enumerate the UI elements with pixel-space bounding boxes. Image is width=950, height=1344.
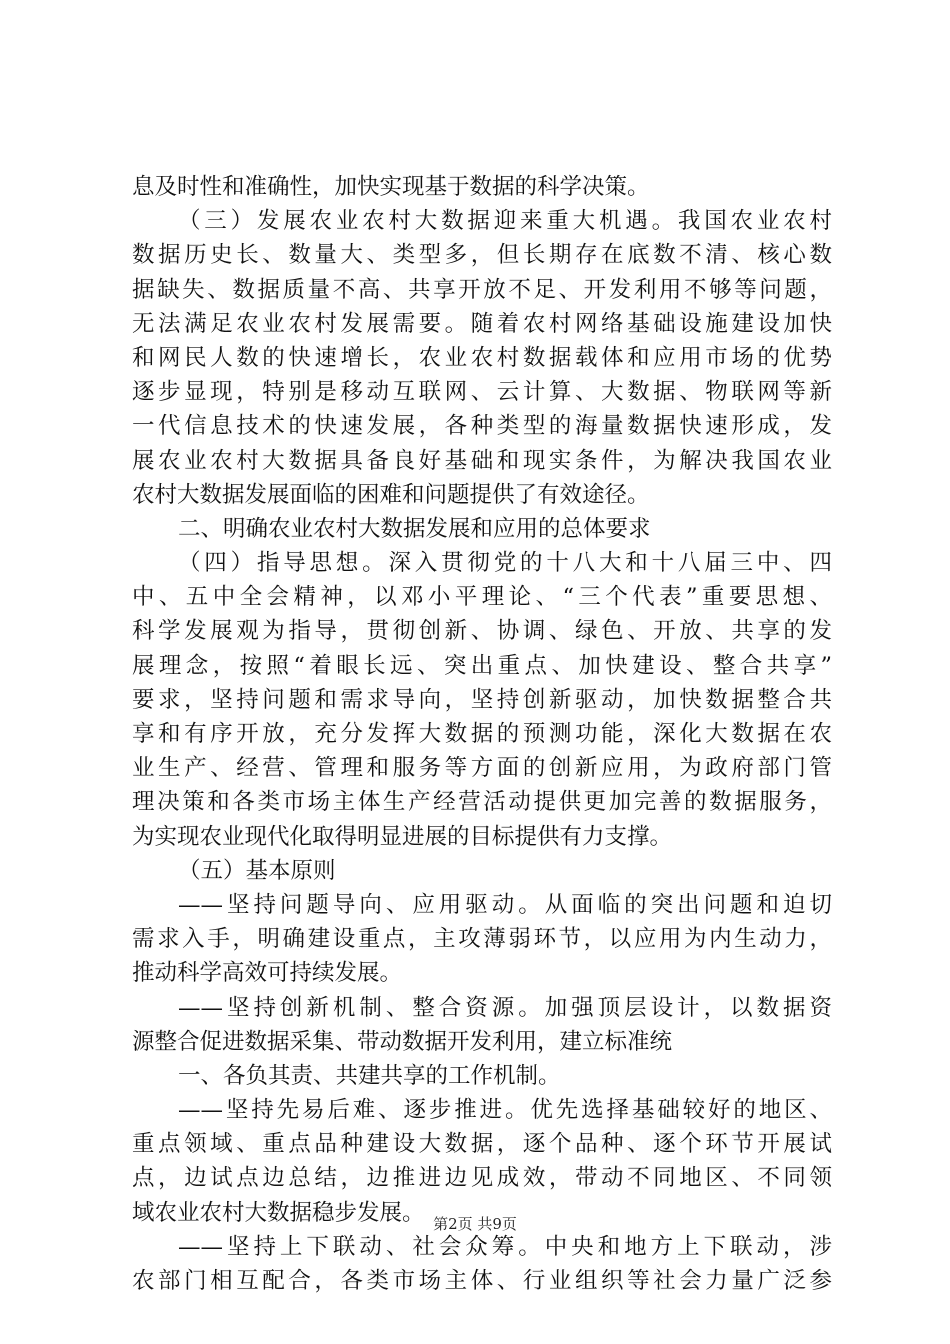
text-line: 一代信息技术的快速发展，各种类型的海量数据快速形成，发: [132, 413, 832, 440]
text-line: 重点领域、重点品种建设大数据，逐个品种、逐个环节开展试: [132, 1131, 832, 1158]
section-heading: 二、明确农业农村大数据发展和应用的总体要求: [178, 515, 651, 542]
text-line: 点，边试点边总结，边推进边见成效，带动不同地区、不同领: [132, 1165, 832, 1192]
text-line: 中、五中全会精神，以邓小平理论、“三个代表”重要思想、: [132, 584, 832, 611]
text-line: 推动科学高效可持续发展。: [132, 960, 403, 987]
text-line: ——坚持问题导向、应用驱动。从面临的突出问题和迫切: [178, 891, 832, 918]
page-number: 第2页 共9页: [433, 1215, 517, 1233]
text-line: 业生产、经营、管理和服务等方面的创新应用，为政府部门管: [132, 755, 832, 782]
document-body: [132, 170, 832, 1298]
text-line: 息及时性和准确性，加快实现基于数据的科学决策。: [132, 174, 650, 200]
subsection-heading: （五）基本原则: [178, 857, 336, 884]
text-line: 理决策和各类市场主体生产经营活动提供更加完善的数据服务，: [132, 789, 832, 816]
text-line: 需求入手，明确建设重点，主攻薄弱环节，以应用为内生动力，: [132, 926, 832, 953]
text-line: 一、各负其责、共建共享的工作机制。: [178, 1062, 561, 1089]
text-line: 农村大数据发展面临的困难和问题提供了有效途径。: [132, 481, 650, 508]
text-line: 源整合促进数据采集、带动数据开发利用，建立标准统: [132, 1028, 673, 1055]
text-line: 域农业农村大数据稳步发展。: [132, 1199, 425, 1226]
text-line: 无法满足农业农村发展需要。随着农村网络基础设施建设加快: [132, 310, 832, 337]
text-line: ——坚持上下联动、社会众筹。中央和地方上下联动，涉: [178, 1233, 832, 1260]
text-line: ——坚持先易后难、逐步推进。优先选择基础较好的地区、: [178, 1097, 832, 1124]
text-line: 和网民人数的快速增长，农业农村数据载体和应用市场的优势: [132, 344, 832, 371]
text-line: 数据历史长、数量大、类型多，但长期存在底数不清、核心数: [132, 242, 832, 269]
text-line: 要求，坚持问题和需求导向，坚持创新驱动，加快数据整合共: [132, 686, 832, 713]
text-line: 农部门相互配合，各类市场主体、行业组织等社会力量广泛参: [132, 1268, 832, 1294]
text-line: 享和有序开放，充分发挥大数据的预测功能，深化大数据在农: [132, 721, 832, 747]
text-line: 展农业农村大数据具备良好基础和现实条件，为解决我国农业: [132, 447, 832, 474]
text-line: （三）发展农业农村大数据迎来重大机遇。我国农业农村: [178, 208, 832, 235]
text-line: 逐步显现，特别是移动互联网、云计算、大数据、物联网等新: [132, 379, 832, 406]
text-line: （四）指导思想。深入贯彻党的十八大和十八届三中、四: [178, 550, 832, 577]
text-line: 科学发展观为指导，贯彻创新、协调、绿色、开放、共享的发: [132, 618, 832, 645]
text-line: 展理念，按照“着眼长远、突出重点、加快建设、整合共享”: [132, 652, 832, 679]
text-line: 为实现农业现代化取得明显进展的目标提供有力支撑。: [132, 823, 673, 850]
text-line: 据缺失、数据质量不高、共享开放不足、开发利用不够等问题，: [132, 276, 832, 303]
text-line: ——坚持创新机制、整合资源。加强顶层设计，以数据资: [178, 994, 832, 1021]
